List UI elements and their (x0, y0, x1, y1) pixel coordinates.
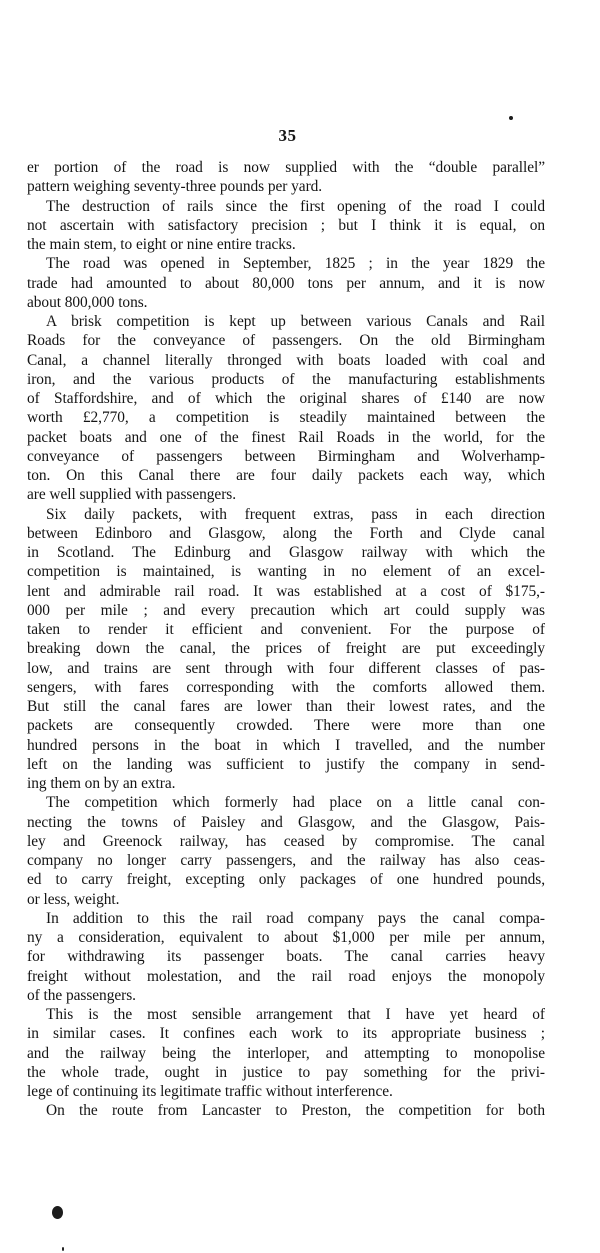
text-line: In addition to this the rail road company pays the canal compa- (46, 909, 545, 927)
text-line: A brisk competition is kept up between various Canals and Rail (46, 313, 545, 330)
text-line: 000 per mile ; and every precaution which art could supply was (27, 601, 545, 619)
text-line: necting the towns of Paisley and Glasgow, and the Glasgow, Pais- (27, 813, 545, 831)
text-line: sengers, with fares corresponding with the comforts allowed them. (27, 678, 545, 696)
text-line: ny a consideration, equivalent to about $1,000 per mile per annum, (27, 929, 545, 946)
text-line: not ascertain with satisfactory precision ; but I think it is equal, on (27, 216, 545, 234)
body-text (27, 158, 545, 1121)
paragraph (27, 254, 545, 312)
text-line: or less, weight. (27, 890, 120, 908)
text-line: of the passengers. (27, 986, 136, 1004)
text-line: in similar cases. It confines each work to its appropriate business ; (27, 1025, 545, 1043)
ink-blot (52, 1206, 63, 1219)
text-line: ed to carry freight, excepting only packages of one hundred pounds, (27, 871, 545, 889)
text-line: The competition which formerly had place on a little canal con- (46, 794, 545, 812)
text-line: breaking down the canal, the prices of freight are put exceedingly (27, 640, 545, 658)
paragraph (27, 158, 545, 197)
text-line: Roads for the conveyance of passengers. On the old Birmingham (27, 332, 545, 350)
text-line: conveyance of passengers between Birmingham and Wolverhamp- (27, 447, 545, 465)
text-line: and the railway being the interloper, and attempting to monopolise (27, 1044, 545, 1062)
paragraph (27, 197, 545, 255)
text-line: iron, and the various products of the manufacturing establishments (27, 370, 545, 388)
text-line: But still the canal fares are lower than their lowest rates, and the (27, 698, 545, 715)
text-line: Canal, a channel literally thronged with boats loaded with coal and (27, 351, 545, 369)
text-line: Six daily packets, with frequent extras, pass in each direction (46, 505, 545, 523)
text-line: are well supplied with passengers. (27, 486, 237, 504)
text-line: low, and trains are sent through with four different classes of pas- (27, 659, 545, 677)
ink-speck (62, 1247, 64, 1251)
text-line: for withdrawing its passenger boats. The canal carries heavy (27, 948, 545, 966)
text-line: freight without molestation, and the rail road enjoys the monopoly (27, 967, 545, 985)
text-line: lent and admirable rail road. It was established at a cost of $175,- (27, 582, 545, 600)
text-line: company no longer carry passengers, and the railway has also ceas- (27, 852, 545, 869)
text-line: hundred persons in the boat in which I travelled, and the number (27, 736, 545, 754)
text-line: trade had amounted to about 80,000 tons per annum, and it is now (27, 274, 545, 292)
paragraph (27, 312, 545, 505)
paragraph (27, 793, 545, 909)
text-line: This is the most sensible arrangement that I have yet heard of (46, 1006, 545, 1023)
text-line: the main stem, to eight or nine entire tracks. (27, 236, 296, 253)
text-line: The road was opened in September, 1825 ; in the year 1829 the (46, 255, 545, 273)
text-line: in Scotland. The Edinburg and Glasgow railway with which the (27, 544, 545, 561)
paragraph (27, 909, 545, 1005)
text-line: about 800,000 tons. (27, 293, 148, 311)
text-line: left on the landing was sufficient to justify the company in send- (27, 755, 545, 773)
text-line: er portion of the road is now supplied with the “double parallel” (27, 159, 545, 176)
paragraph (27, 505, 545, 794)
text-line: worth £2,770, a competition is steadily maintained between the (27, 409, 545, 427)
text-line: On the route from Lancaster to Preston, the competition for both (46, 1102, 545, 1120)
text-line: packet boats and one of the finest Rail Roads in the world, for the (27, 428, 545, 446)
text-line: competition is maintained, is wanting in no element of an excel- (27, 563, 545, 581)
text-line: ing them on by an extra. (27, 775, 176, 792)
text-line: lege of continuing its legitimate traffic without interference. (27, 1083, 393, 1100)
text-line: taken to render it efficient and convenient. For the purpose of (27, 621, 545, 638)
ink-speck (509, 116, 513, 120)
page-number: 35 (278, 126, 297, 145)
text-line: of Staffordshire, and of which the original shares of £140 are now (27, 390, 545, 407)
text-line: pattern weighing seventy-three pounds per yard. (27, 178, 323, 196)
paragraph (27, 1101, 545, 1120)
text-line: packets are consequently crowded. There were more than one (27, 717, 545, 735)
text-line: The destruction of rails since the first opening of the road I could (46, 197, 545, 215)
text-line: between Edinboro and Glasgow, along the Forth and Clyde canal (27, 524, 545, 542)
paragraph (27, 1005, 545, 1101)
text-line: ton. On this Canal there are four daily packets each way, which (27, 467, 545, 484)
text-line: ley and Greenock railway, has ceased by compromise. The canal (27, 832, 545, 850)
text-line: the whole trade, ought in justice to pay something for the privi- (27, 1063, 545, 1081)
